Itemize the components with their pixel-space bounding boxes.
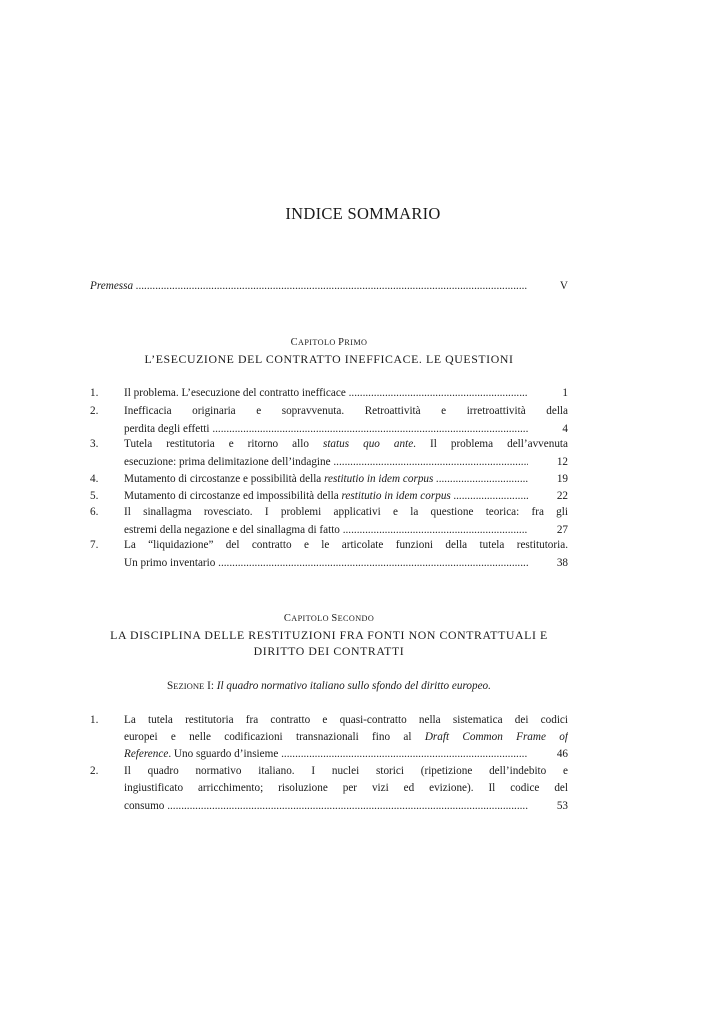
- page-title: INDICE SOMMARIO: [285, 204, 441, 223]
- toc-entry-1-2[interactable]: 2. Inefficacia originaria e sopravvenuta. Retroattività e irretroattività della: [90, 405, 568, 417]
- toc-entry-2-1-cont[interactable]: europei e nelle codificazioni transnazionali fino al Draft Common Frame of: [124, 731, 568, 743]
- toc-entry-1-6-cont[interactable]: estremi della negazione e del sinallagma di fatto ..... 27: [90, 521, 568, 539]
- toc-entry-1-4[interactable]: 4. Mutamento di circostanze e possibilità della restitutio in idem corpus ..... 19: [90, 470, 568, 488]
- section-heading: SEZIONE I: Il quadro normativo italiano sullo sfondo del diritto europeo.: [167, 680, 491, 692]
- chapter-2-label: CAPITOLO SECONDO: [283, 613, 375, 624]
- chapter-1-title: L’ESECUZIONE DEL CONTRATTO INEFFICACE. LE QUESTIONI: [144, 352, 514, 366]
- premessa-label: Premessa .....: [90, 280, 528, 292]
- toc-entry-1-2-cont[interactable]: perdita degli effetti ..... 4: [90, 420, 568, 438]
- chapter-1-label: CAPITOLO PRIMO: [290, 337, 368, 348]
- toc-entry-1-1[interactable]: 1. Il problema. L’esecuzione del contratto inefficace ..... 1: [90, 384, 568, 402]
- premessa-page: V: [559, 280, 568, 292]
- toc-entry-1-3[interactable]: 3. Tutela restitutoria e ritorno allo status quo ante. Il problema dell’avvenuta: [90, 438, 568, 450]
- toc-entry-1-3-cont[interactable]: esecuzione: prima delimitazione dell’indagine ..... 12: [90, 453, 568, 471]
- toc-entry-1-6[interactable]: 6. Il sinallagma rovesciato. I problemi applicativi e la questione teorica: fra gli: [90, 506, 568, 518]
- toc-entry-2-1-cont2[interactable]: Reference. Uno sguardo d’insieme ..... 46: [90, 745, 568, 763]
- premessa-entry[interactable]: [90, 277, 568, 295]
- toc-entry-2-1[interactable]: 1. La tutela restitutoria fra contratto e quasi-contratto nella sistematica dei codici: [90, 714, 568, 726]
- toc-entry-2-2-cont[interactable]: ingiustificato arricchimento; risoluzione per vizi ed evizione). Il codice del: [124, 782, 568, 794]
- toc-entry-1-7-cont[interactable]: Un primo inventario ..... 38: [90, 554, 568, 572]
- chapter-2-title-line2: DIRITTO DEI CONTRATTI: [253, 644, 405, 658]
- toc-entry-1-7[interactable]: 7. La “liquidazione” del contratto e le articolate funzioni della tutela restitutoria.: [90, 539, 568, 551]
- toc-entry-2-2-cont2[interactable]: consumo ..... 53: [90, 797, 568, 815]
- toc-entry-2-2[interactable]: 2. Il quadro normativo italiano. I nuclei storici (ripetizione dell’indebito e: [90, 765, 568, 777]
- chapter-2-title-line1: LA DISCIPLINA DELLE RESTITUZIONI FRA FONTI NON CONTRATTUALI E: [110, 628, 548, 642]
- toc-entry-1-5[interactable]: 5. Mutamento di circostanze ed impossibilità della restitutio in idem corpus ..... 22: [90, 487, 568, 505]
